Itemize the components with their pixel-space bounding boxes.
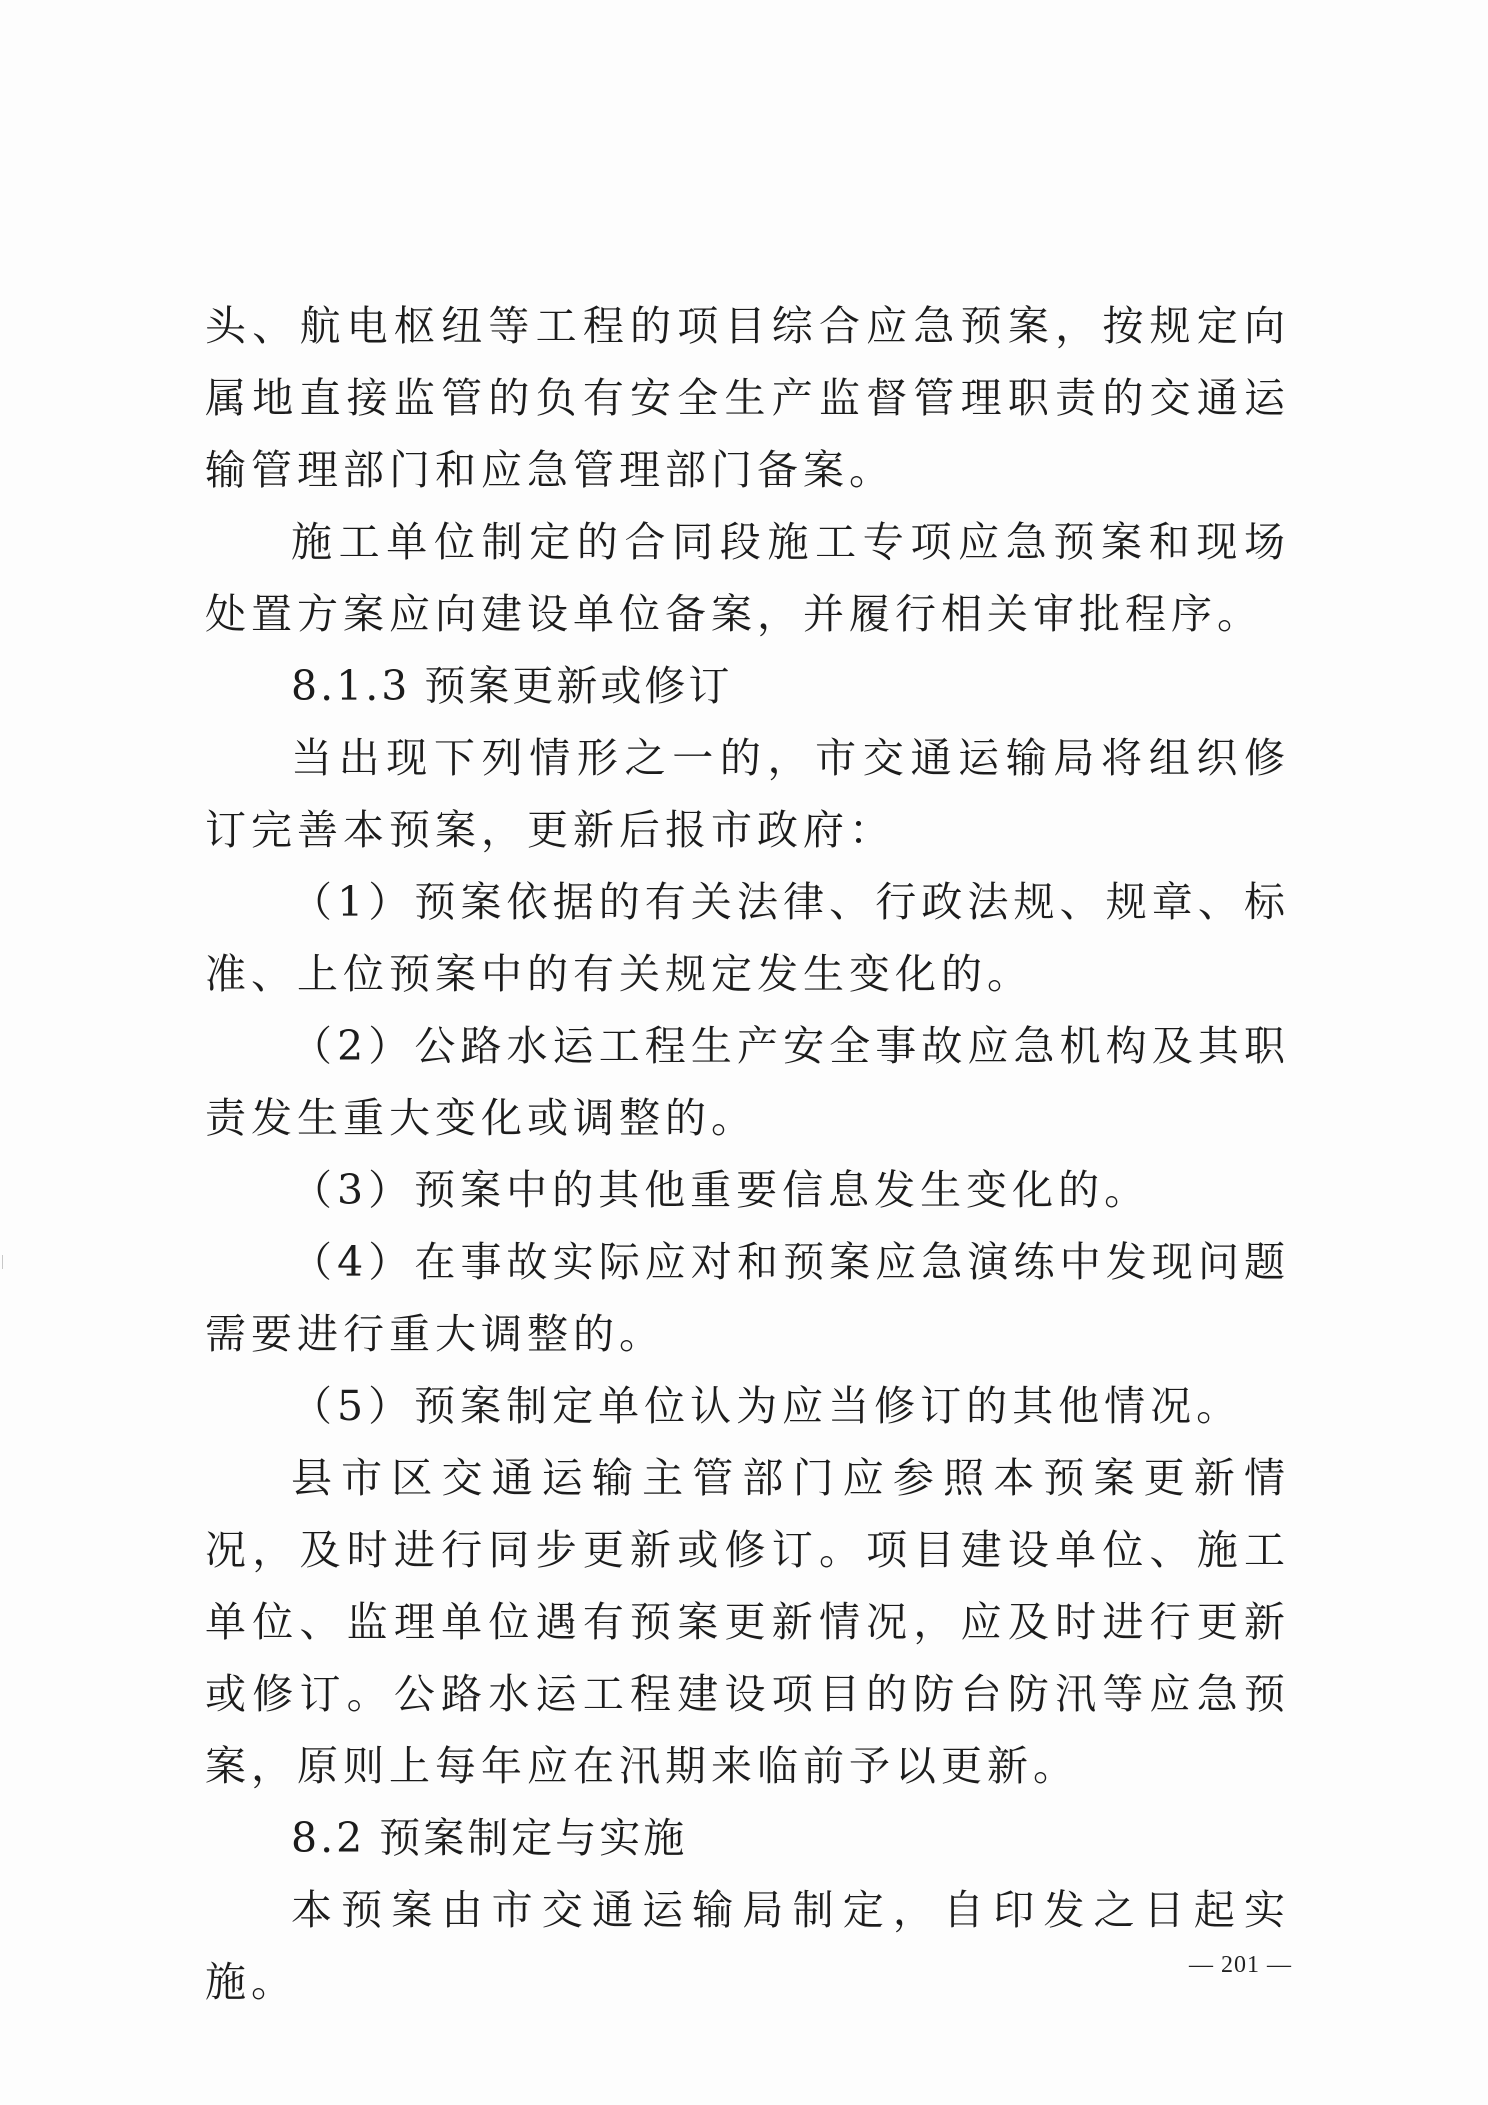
- list-item: （3）预案中的其他重要信息发生变化的。: [291, 1166, 1151, 1214]
- section-number: 8.2: [291, 1814, 366, 1862]
- list-item: （5）预案制定单位认为应当修订的其他情况。: [291, 1382, 1243, 1430]
- paragraph: 本预案由市交通运输局制定，自印发之日起实施。: [205, 1886, 1290, 2006]
- section-heading: [205, 650, 1290, 722]
- list-item: （4）在事故实际应对和预案应急演练中发现问题需要进行重大调整的。: [205, 1238, 1290, 1358]
- document-body: [205, 290, 1290, 2018]
- section-title: 预案更新或修订: [424, 662, 733, 710]
- paragraph: 头、航电枢纽等工程的项目综合应急预案，按规定向属地直接监管的负有安全生产监督管理职责的交通运输管理部门和应急管理部门备案。: [205, 302, 1290, 494]
- section-heading: [205, 1802, 1290, 1874]
- scan-artifact: [2, 1255, 3, 1269]
- page-number: — 201 —: [1189, 1952, 1292, 1978]
- paragraph: 县市区交通运输主管部门应参照本预案更新情况，及时进行同步更新或修订。项目建设单位、施工单位、监理单位遇有预案更新情况，应及时进行更新或修订。公路水运工程建设项目的防台防汛等应急预案，原则上每年应在汛期来临前予以更新。: [205, 1454, 1290, 1790]
- paragraph: 当出现下列情形之一的，市交通运输局将组织修订完善本预案，更新后报市政府：: [205, 734, 1290, 854]
- section-number: 8.1.3: [291, 662, 411, 710]
- section-title: 预案制定与实施: [379, 1814, 688, 1862]
- paragraph: 施工单位制定的合同段施工专项应急预案和现场处置方案应向建设单位备案，并履行相关审批程序。: [205, 518, 1290, 638]
- list-item: （2）公路水运工程生产安全事故应急机构及其职责发生重大变化或调整的。: [205, 1022, 1290, 1142]
- list-item: （1）预案依据的有关法律、行政法规、规章、标准、上位预案中的有关规定发生变化的。: [205, 878, 1290, 998]
